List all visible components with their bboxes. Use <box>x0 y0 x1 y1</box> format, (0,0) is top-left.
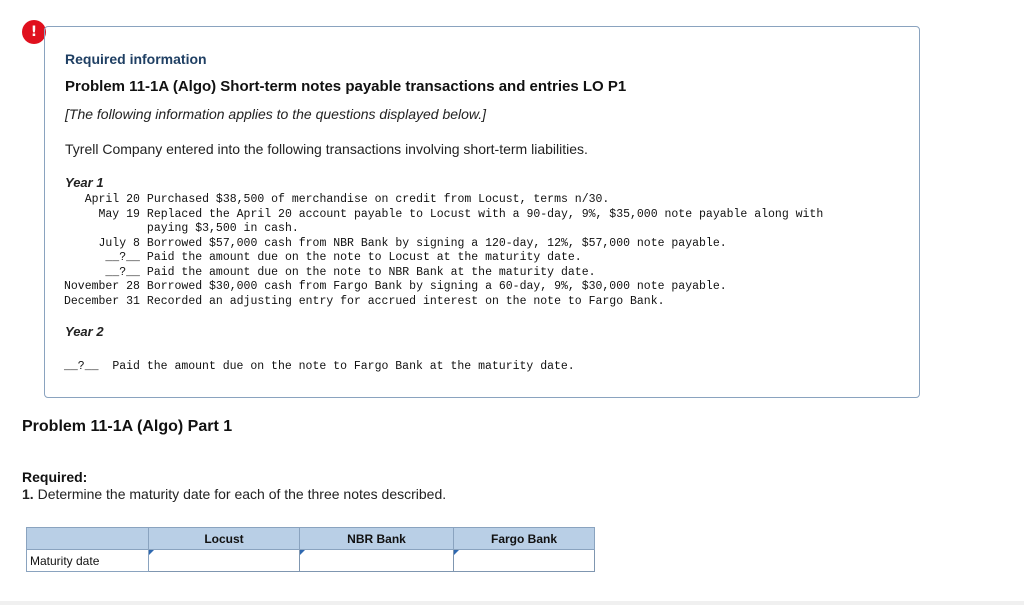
table-header-blank <box>27 528 149 550</box>
transaction-date: __?__ <box>64 360 99 373</box>
required-number: 1. <box>22 486 34 502</box>
transaction-row <box>64 208 847 237</box>
required-information-panel <box>44 26 920 398</box>
nbr-bank-maturity-date-cell <box>300 550 454 572</box>
transaction-row <box>64 193 847 208</box>
transaction-date: April 20 <box>84 193 140 206</box>
transaction-description: Recorded an adjusting entry for accrued interest on the note to Fargo Bank. <box>146 294 665 308</box>
transaction-description: Purchased $38,500 of merchandise on credit from Locust, terms n/30. <box>146 193 610 206</box>
fargo-bank-maturity-date-cell <box>454 550 595 572</box>
transaction-description: Replaced the April 20 account payable to Locust with a 90-day, 9%, $35,000 note payable along with paying $3,500 in cash. <box>146 207 824 235</box>
locust-maturity-date-cell <box>149 550 300 572</box>
required-instruction-text: Determine the maturity date for each of the three notes described. <box>37 486 447 502</box>
transaction-description: Paid the amount due on the note to Locust at the maturity date. <box>146 251 582 264</box>
table-header-locust: Locust <box>149 528 300 550</box>
required-label: Required: <box>22 469 88 485</box>
transaction-date: __?__ <box>105 265 140 279</box>
table-row <box>27 550 595 572</box>
intro-text: Tyrell Company entered into the following transactions involving short-term liabilities. <box>65 141 588 157</box>
transaction-row <box>64 237 847 252</box>
nbr-bank-maturity-date-input[interactable] <box>300 550 453 571</box>
table-header-fargo-bank: Fargo Bank <box>454 528 595 550</box>
alert-icon: ! <box>22 20 46 44</box>
transaction-description: Paid the amount due on the note to NBR Bank at the maturity date. <box>146 265 596 279</box>
transaction-date: November 28 <box>64 280 140 293</box>
required-instruction <box>22 486 446 502</box>
transaction-date: __?__ <box>105 251 140 264</box>
fargo-bank-maturity-date-input[interactable] <box>454 550 594 571</box>
locust-maturity-date-input[interactable] <box>149 550 299 571</box>
maturity-date-table <box>26 527 595 572</box>
year-2-transaction <box>64 360 575 375</box>
transaction-date: December 31 <box>64 294 140 308</box>
required-information-heading: Required information <box>65 51 207 67</box>
bottom-divider <box>0 601 1024 605</box>
row-label-maturity-date: Maturity date <box>27 550 149 572</box>
transaction-row <box>64 266 847 281</box>
table-header-row <box>27 528 595 550</box>
transaction-description: Paid the amount due on the note to Fargo Bank at the maturity date. <box>112 360 575 373</box>
transaction-date: May 19 <box>98 207 140 221</box>
year-1-label: Year 1 <box>65 175 104 190</box>
transaction-date: July 8 <box>98 236 140 250</box>
applies-note: [The following information applies to the questions displayed below.] <box>65 106 487 122</box>
table-header-nbr-bank: NBR Bank <box>300 528 454 550</box>
transaction-description: Borrowed $57,000 cash from NBR Bank by signing a 120-day, 12%, $57,000 note payable. <box>146 236 727 250</box>
transaction-description: Borrowed $30,000 cash from Fargo Bank by signing a 60-day, 9%, $30,000 note payable. <box>146 280 727 293</box>
transaction-row <box>64 295 847 310</box>
problem-title: Problem 11-1A (Algo) Short-term notes payable transactions and entries LO P1 <box>65 78 627 95</box>
transaction-row <box>64 280 847 295</box>
transaction-row <box>64 251 847 266</box>
part-title: Problem 11-1A (Algo) Part 1 <box>22 418 233 435</box>
year-2-label: Year 2 <box>65 324 104 339</box>
year-1-transactions <box>64 193 847 309</box>
